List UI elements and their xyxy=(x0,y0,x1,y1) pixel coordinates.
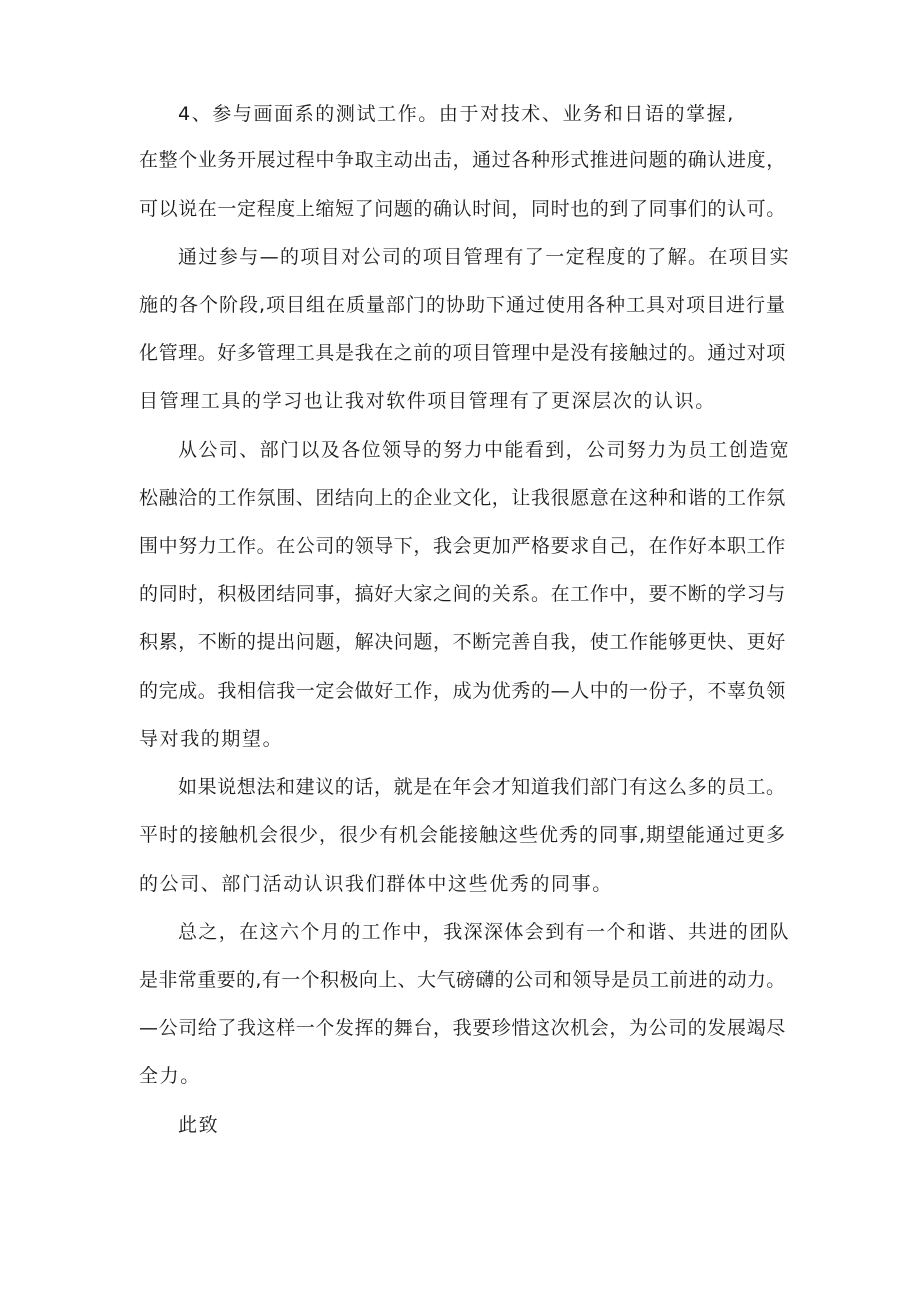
paragraph-5-line-3: —公司给了我这样一个发挥的舞台，我要珍惜这次机会，为公司的发展竭尽 xyxy=(139,1017,786,1039)
paragraph-2-line-3: 化管理。好多管理工具是我在之前的项目管理中是没有接触过的。通过对项 xyxy=(139,342,786,364)
paragraph-4-line-2: 平时的接触机会很少，很少有机会能接触这些优秀的同事,期望能通过更多 xyxy=(139,824,787,846)
paragraph-2-line-2: 施的各个阶段,项目组在质量部门的协助下通过使用各种工具对项目进行量 xyxy=(139,294,787,316)
paragraph-3-line-1: 从公司、部门以及各位领导的努力中能看到，公司努力为员工创造宽 xyxy=(178,439,791,461)
paragraph-2-line-1: 通过参与—的项目对公司的项目管理有了一定程度的了解。在项目实 xyxy=(178,246,791,268)
paragraph-4-line-1: 如果说想法和建议的话，就是在年会才知道我们部门有这么多的员工。 xyxy=(178,776,786,798)
paragraph-5-line-4: 全力。 xyxy=(139,1065,201,1087)
item-4-line-2: 在整个业务开展过程中争取主动出击，通过各种形式推进问题的确认进度， xyxy=(139,149,786,171)
paragraph-3-line-6: 的完成。我相信我一定会做好工作，成为优秀的—人中的一份子，不辜负领 xyxy=(139,680,786,702)
paragraph-4-line-3: 的公司、部门活动认识我们群体中这些优秀的同事。 xyxy=(139,873,613,895)
item-4-line-3: 可以说在一定程度上缩短了问题的确认时间，同时也的到了同事们的认可。 xyxy=(139,198,786,220)
paragraph-3-line-7: 导对我的期望。 xyxy=(139,728,284,750)
paragraph-5-line-2: 是非常重要的,有一个积极向上、大气磅礴的公司和领导是员工前进的动力。 xyxy=(139,969,786,991)
paragraph-3-line-3: 围中努力工作。在公司的领导下，我会更加严格要求自己，在作好本职工作 xyxy=(139,535,786,557)
paragraph-2-line-4: 目管理工具的学习也让我对软件项目管理有了更深层次的认识。 xyxy=(139,390,716,412)
paragraph-5-line-1: 总之，在这六个月的工作中，我深深体会到有一个和谐、共进的团队 xyxy=(178,921,791,943)
paragraph-3-line-2: 松融洽的工作氛围、团结向上的企业文化，让我很愿意在这种和谐的工作氛 xyxy=(139,487,786,509)
paragraph-3-line-4: 的同时，积极团结同事，搞好大家之间的关系。在工作中，要不断的学习与 xyxy=(139,583,786,605)
paragraph-3-line-5: 积累，不断的提出问题，解决问题，不断完善自我，使工作能够更快、更好 xyxy=(139,631,786,653)
item-4-line-1: 4、参与画面系的测试工作。由于对技术、业务和日语的掌握, xyxy=(178,103,735,125)
closing-salutation: 此致 xyxy=(178,1114,220,1136)
